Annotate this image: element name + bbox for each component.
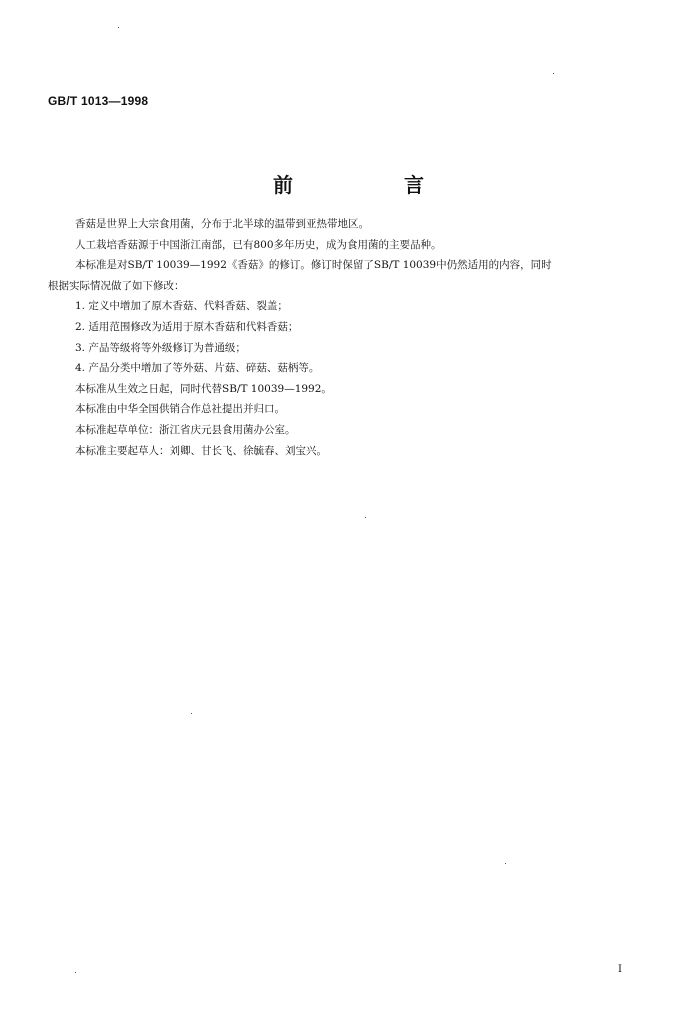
page-number: I bbox=[618, 964, 622, 975]
paragraph-drafters: 本标准主要起草人：刘卿、甘长飞、徐毓春、刘宝兴。 bbox=[75, 444, 327, 457]
paragraph-3: 本标准是对SB/T 10039—1992《香菇》的修订。修订时保留了SB/T 10039中仍然适用的内容，同时 bbox=[75, 259, 552, 272]
scan-speck bbox=[191, 713, 192, 714]
scan-speck bbox=[553, 73, 554, 74]
scan-speck bbox=[505, 863, 506, 864]
standard-code: GB/T 1013—1998 bbox=[48, 94, 149, 108]
body-text bbox=[48, 214, 652, 461]
list-item-4: 4. 产品分类中增加了等外菇、片菇、碎菇、菇柄等。 bbox=[75, 362, 320, 375]
paragraph-effective: 本标准从生效之日起，同时代替SB/T 10039—1992。 bbox=[75, 382, 332, 395]
paragraph-3-continuation: 根据实际情况做了如下修改： bbox=[48, 279, 185, 292]
list-item-1: 1. 定义中增加了原木香菇、代料香菇、裂盖； bbox=[75, 300, 288, 313]
list-item-3: 3. 产品等级将等外级修订为普通级； bbox=[75, 341, 246, 354]
paragraph-2: 人工栽培香菇源于中国浙江南部，已有800多年历史，成为食用菌的主要品种。 bbox=[75, 238, 442, 251]
scan-speck bbox=[118, 27, 119, 28]
section-title: 前 言 bbox=[273, 173, 476, 197]
scan-speck bbox=[365, 517, 366, 518]
paragraph-1: 香菇是世界上大宗食用菌，分布于北半球的温带到亚热带地区。 bbox=[75, 218, 369, 230]
paragraph-proposer: 本标准由中华全国供销合作总社提出并归口。 bbox=[75, 403, 285, 416]
list-item-2: 2. 适用范围修改为适用于原木香菇和代料香菇； bbox=[75, 320, 299, 333]
scan-speck bbox=[75, 972, 76, 973]
paragraph-drafting-unit: 本标准起草单位：浙江省庆元县食用菌办公室。 bbox=[75, 423, 296, 436]
